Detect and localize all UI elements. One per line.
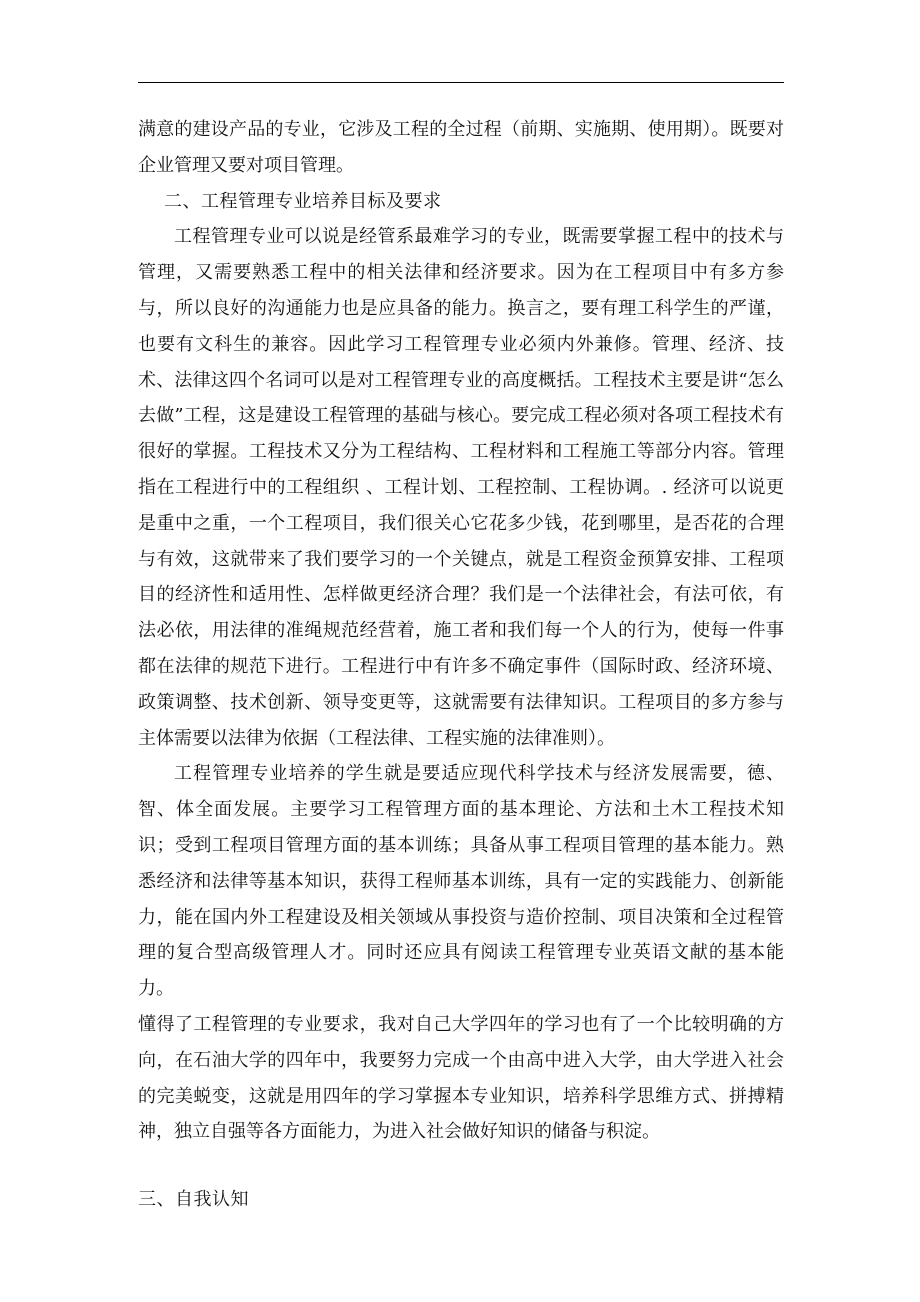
header-rule: [138, 82, 784, 83]
body-paragraph-3: 懂得了工程管理的专业要求，我对自己大学四年的学习也有了一个比较明确的方向，在石油大学的四年中，我要努力完成一个由高中进入大学，由大学进入社会的完美蜕变，这就是用四年的学习掌握本专业知识，培养科学思维方式、拼搏精神，独立自强等各方面能力，为进入社会做好知识的储备与积淀。: [138, 1013, 784, 1143]
section-heading-3: 三、自我认知: [138, 1189, 249, 1211]
section-heading-2: 二、工程管理专业培养目标及要求: [164, 190, 442, 212]
document-body: [138, 112, 784, 1218]
body-paragraph-1: 工程管理专业可以说是经管系最难学习的专业，既需要掌握工程中的技术与管理，又需要熟悉工程中的相关法律和经济要求。因为在工程项目中有多方参与，所以良好的沟通能力也是应具备的能力。换言之，要有理工科学生的严谨，也要有文科生的兼容。因此学习工程管理专业必须内外兼修。管理、经济、技术、法律这四个名词可以是对工程管理专业的高度概括。工程技术主要是讲“怎么去做”工程，这是建设工程管理的基础与核心。要完成工程必须对各项工程技术有很好的掌握。工程技术又分为工程结构、工程材料和工程施工等部分内容。管理指在工程进行中的工程组织 、工程计划、工程控制、工程协调。. 经济可以说更是重中之重，一个工程项目，我们很关心它花多少钱，花到哪里，是否花的合理与有效，这就带来了我们要学习的一个关键点，就是工程资金预算安排、工程项目的经济性和适用性、怎样做更经济合理？我们是一个法律社会，有法可依，有法必依，用法律的准绳规范经营着，施工者和我们每一个人的行为，使每一件事都在法律的规范下进行。工程进行中有许多不确定事件（国际时政、经济环境、政策调整、技术创新、领导变更等，这就需要有法律知识。工程项目的多方参与主体需要以法律为依据（工程法律、工程实施的法律准则）。: [138, 226, 784, 749]
paragraph-spacer: [138, 1150, 784, 1182]
body-paragraph-2: 工程管理专业培养的学生就是要适应现代科学技术与经济发展需要，德、智、体全面发展。主要学习工程管理方面的基本理论、方法和土木工程技术知识；受到工程项目管理方面的基本训练；具备从事工程项目管理的基本能力。熟悉经济和法律等基本知识，获得工程师基本训练，具有一定的实践能力、创新能力，能在国内外工程建设及相关领域从事投资与造价控制、项目决策和全过程管理的复合型高级管理人才。同时还应具有阅读工程管理专业英语文献的基本能力。: [138, 763, 784, 1000]
continuation-paragraph: 满意的建设产品的专业，它涉及工程的全过程（前期、实施期、使用期）。既要对企业管理又要对项目管理。: [138, 119, 784, 176]
